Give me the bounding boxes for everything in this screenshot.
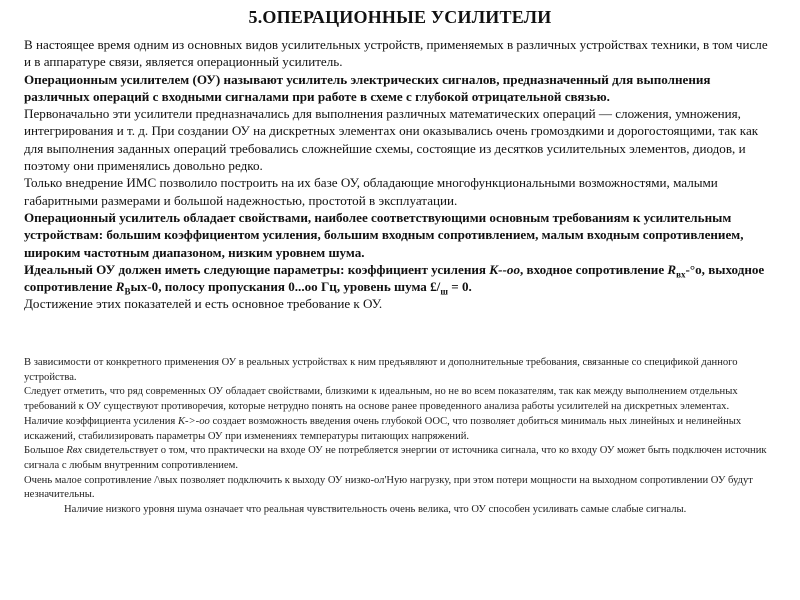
details-paragraph-1: В зависимости от конкретного применения ОУ в реальных устройствах к ним предъявляют и дополнительные требования, связанные со спецификой данного устройства. <box>24 357 738 383</box>
noise-subscript: ш <box>440 286 448 297</box>
input-resistance-subscript: вх <box>676 269 686 280</box>
intro-paragraph-4: Достижение этих показателей и есть основное требование к ОУ. <box>24 296 383 312</box>
details-p4-text-b: свидетельствует о том, что практически на входе ОУ не потребляется энергии от источника сигнала, что ко входу ОУ может быть подключен источник сигнала с любым внутренним сопротивлением. <box>24 445 767 471</box>
properties-paragraph: Операционный усилитель обладает свойствами, наиболее соответствующими основным требованиям к усилительным устройствам: большим коэффициентом усиления, большим входным сопротивлением, малым входным сопротивлением, широким частотным диапазоном, низким уровнем шума. <box>24 209 744 260</box>
details-paragraph-6: Наличие низкого уровня шума означает что реальная чувствительность очень велика, что ОУ способен усиливать самые слабые сигналы. <box>64 504 687 516</box>
definition-paragraph: Операционным усилителем (ОУ) называют усилитель электрических сигналов, предназначенный для выполнения различных операций с входными сигналами при работе в схеме с глубокой отрицательной связью. <box>24 71 711 104</box>
ideal-text-d: ых-0, полосу пропускания 0...оо Гц, уровень шума £/ <box>130 279 441 295</box>
details-paragraph-2: Следует отметить, что ряд современных ОУ обладает свойствами, близкими к идеальным, но не во всем показателям, так как между выполнением отдельных требований к ОУ существуют противоречия, которые нетрудно понять на основе ранее проведенного анализа работы усилителей на дискретных элементах. <box>24 386 738 413</box>
output-resistance-symbol: R <box>115 279 125 295</box>
ideal-parameters-paragraph <box>24 261 776 296</box>
page-title: 5.ОПЕРАЦИОННЫЕ УСИЛИТЕЛИ <box>248 7 552 27</box>
ideal-text-b: , входное сопротивление <box>520 261 668 277</box>
details-p4-text-a: Большое <box>24 445 67 457</box>
intro-section <box>24 36 776 313</box>
ideal-text-c: -°о, выходное сопротивление <box>24 261 765 295</box>
intro-paragraph-1: В настоящее время одним из основных видов усилительных устройств, применяемых в различных устройствах техники, в том числе и в аппаратуре связи, является операционный усилитель. <box>24 37 768 70</box>
details-paragraph-4 <box>24 444 776 473</box>
ideal-text-e: = 0. <box>447 279 472 295</box>
intro-paragraph-2: Первоначально эти усилители предназначались для выполнения различных математических операций — сложения, умножения, интегрирования и т. д. При создании ОУ на дискретных элементах они оказывались очень громоздкими и дорогостоящими, так как для выполнения заданных операций требовались сложнейшие схемы, состоящие из десятков усилительных элементов, диодов, и поэтому они применялись довольно редко. <box>24 106 759 174</box>
details-gain-symbol: К->-оо <box>177 415 210 427</box>
details-p3-text-b: создает возможность введения очень глубокой ООС, что позволяет добиться минималь ных линейных и нелинейных искажений, стабилизировать параметры ОУ при изменениях температуры питающих напряжений. <box>24 415 742 442</box>
gain-symbol: К--оо <box>489 261 520 277</box>
ideal-text-a: Идеальный ОУ должен иметь следующие параметры: коэффициент усиления <box>24 261 490 277</box>
intro-paragraph-3: Только внедрение ИМС позволило построить на их базе ОУ, обладающие многофункциональными возможностями, малыми габаритными размерами и большой надежностью, простотой в эксплуатации. <box>24 175 718 208</box>
details-section <box>24 356 776 518</box>
output-resistance-subscript: В <box>124 286 131 297</box>
details-paragraph-3 <box>24 415 776 444</box>
details-paragraph-5: Очень малое сопротивление /\вых позволяет подключить к выходу ОУ низко-ол'Ную нагрузку, при этом потери мощности на выходном сопротивлении ОУ будут незначительны. <box>24 474 753 501</box>
details-p3-text-a: Наличие коэффициента усиления <box>24 415 178 427</box>
details-input-resistance-symbol: Rвх <box>66 445 83 457</box>
input-resistance-symbol: R <box>667 261 677 277</box>
